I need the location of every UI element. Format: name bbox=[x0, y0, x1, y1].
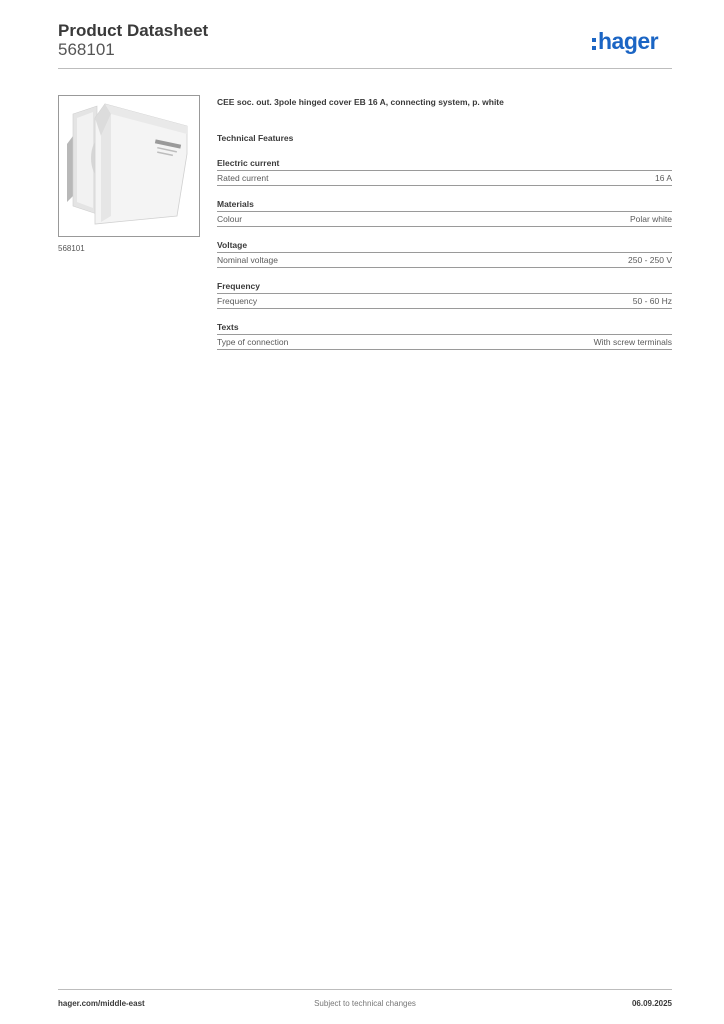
product-details bbox=[217, 96, 672, 362]
feature-value: 250 - 250 V bbox=[628, 255, 672, 265]
feature-value: With screw terminals bbox=[593, 337, 672, 347]
group-title: Texts bbox=[217, 321, 672, 335]
footer-date: 06.09.2025 bbox=[631, 999, 672, 1008]
feature-value: 50 - 60 Hz bbox=[632, 296, 672, 306]
feature-group-texts bbox=[217, 321, 672, 350]
feature-row bbox=[217, 335, 672, 350]
feature-value: 16 A bbox=[654, 173, 672, 183]
feature-group-frequency bbox=[217, 280, 672, 309]
feature-label: Type of connection bbox=[217, 337, 289, 347]
group-title: Electric current bbox=[217, 157, 672, 171]
footer-website-link[interactable]: hager.com/middle-east bbox=[58, 999, 145, 1008]
socket-outlet-illustration bbox=[59, 96, 199, 236]
feature-row bbox=[217, 171, 672, 186]
feature-label: Rated current bbox=[217, 173, 269, 183]
group-title: Voltage bbox=[217, 239, 672, 253]
logo-text: hager bbox=[598, 28, 659, 54]
hager-logo[interactable] bbox=[592, 28, 658, 54]
feature-label: Nominal voltage bbox=[217, 255, 278, 265]
footer-notice: Subject to technical changes bbox=[314, 999, 416, 1008]
feature-label: Frequency bbox=[217, 296, 258, 306]
feature-group-materials bbox=[217, 198, 672, 227]
feature-group-voltage bbox=[217, 239, 672, 268]
logo-dots-icon bbox=[592, 38, 596, 50]
product-image bbox=[58, 95, 200, 237]
feature-row bbox=[217, 294, 672, 309]
section-title: Technical Features bbox=[217, 133, 294, 143]
product-number: 568101 bbox=[58, 40, 115, 59]
feature-row bbox=[217, 212, 672, 227]
group-title: Frequency bbox=[217, 280, 672, 294]
header-divider bbox=[58, 68, 672, 69]
product-description: CEE soc. out. 3pole hinged cover EB 16 A, connecting system, p. white bbox=[217, 97, 504, 107]
feature-group-electric-current bbox=[217, 157, 672, 186]
page-title: Product Datasheet bbox=[58, 21, 209, 40]
feature-value: Polar white bbox=[629, 214, 672, 224]
footer-divider bbox=[58, 989, 672, 990]
feature-row bbox=[217, 253, 672, 268]
feature-label: Colour bbox=[217, 214, 243, 224]
image-caption: 568101 bbox=[58, 244, 85, 253]
group-title: Materials bbox=[217, 198, 672, 212]
